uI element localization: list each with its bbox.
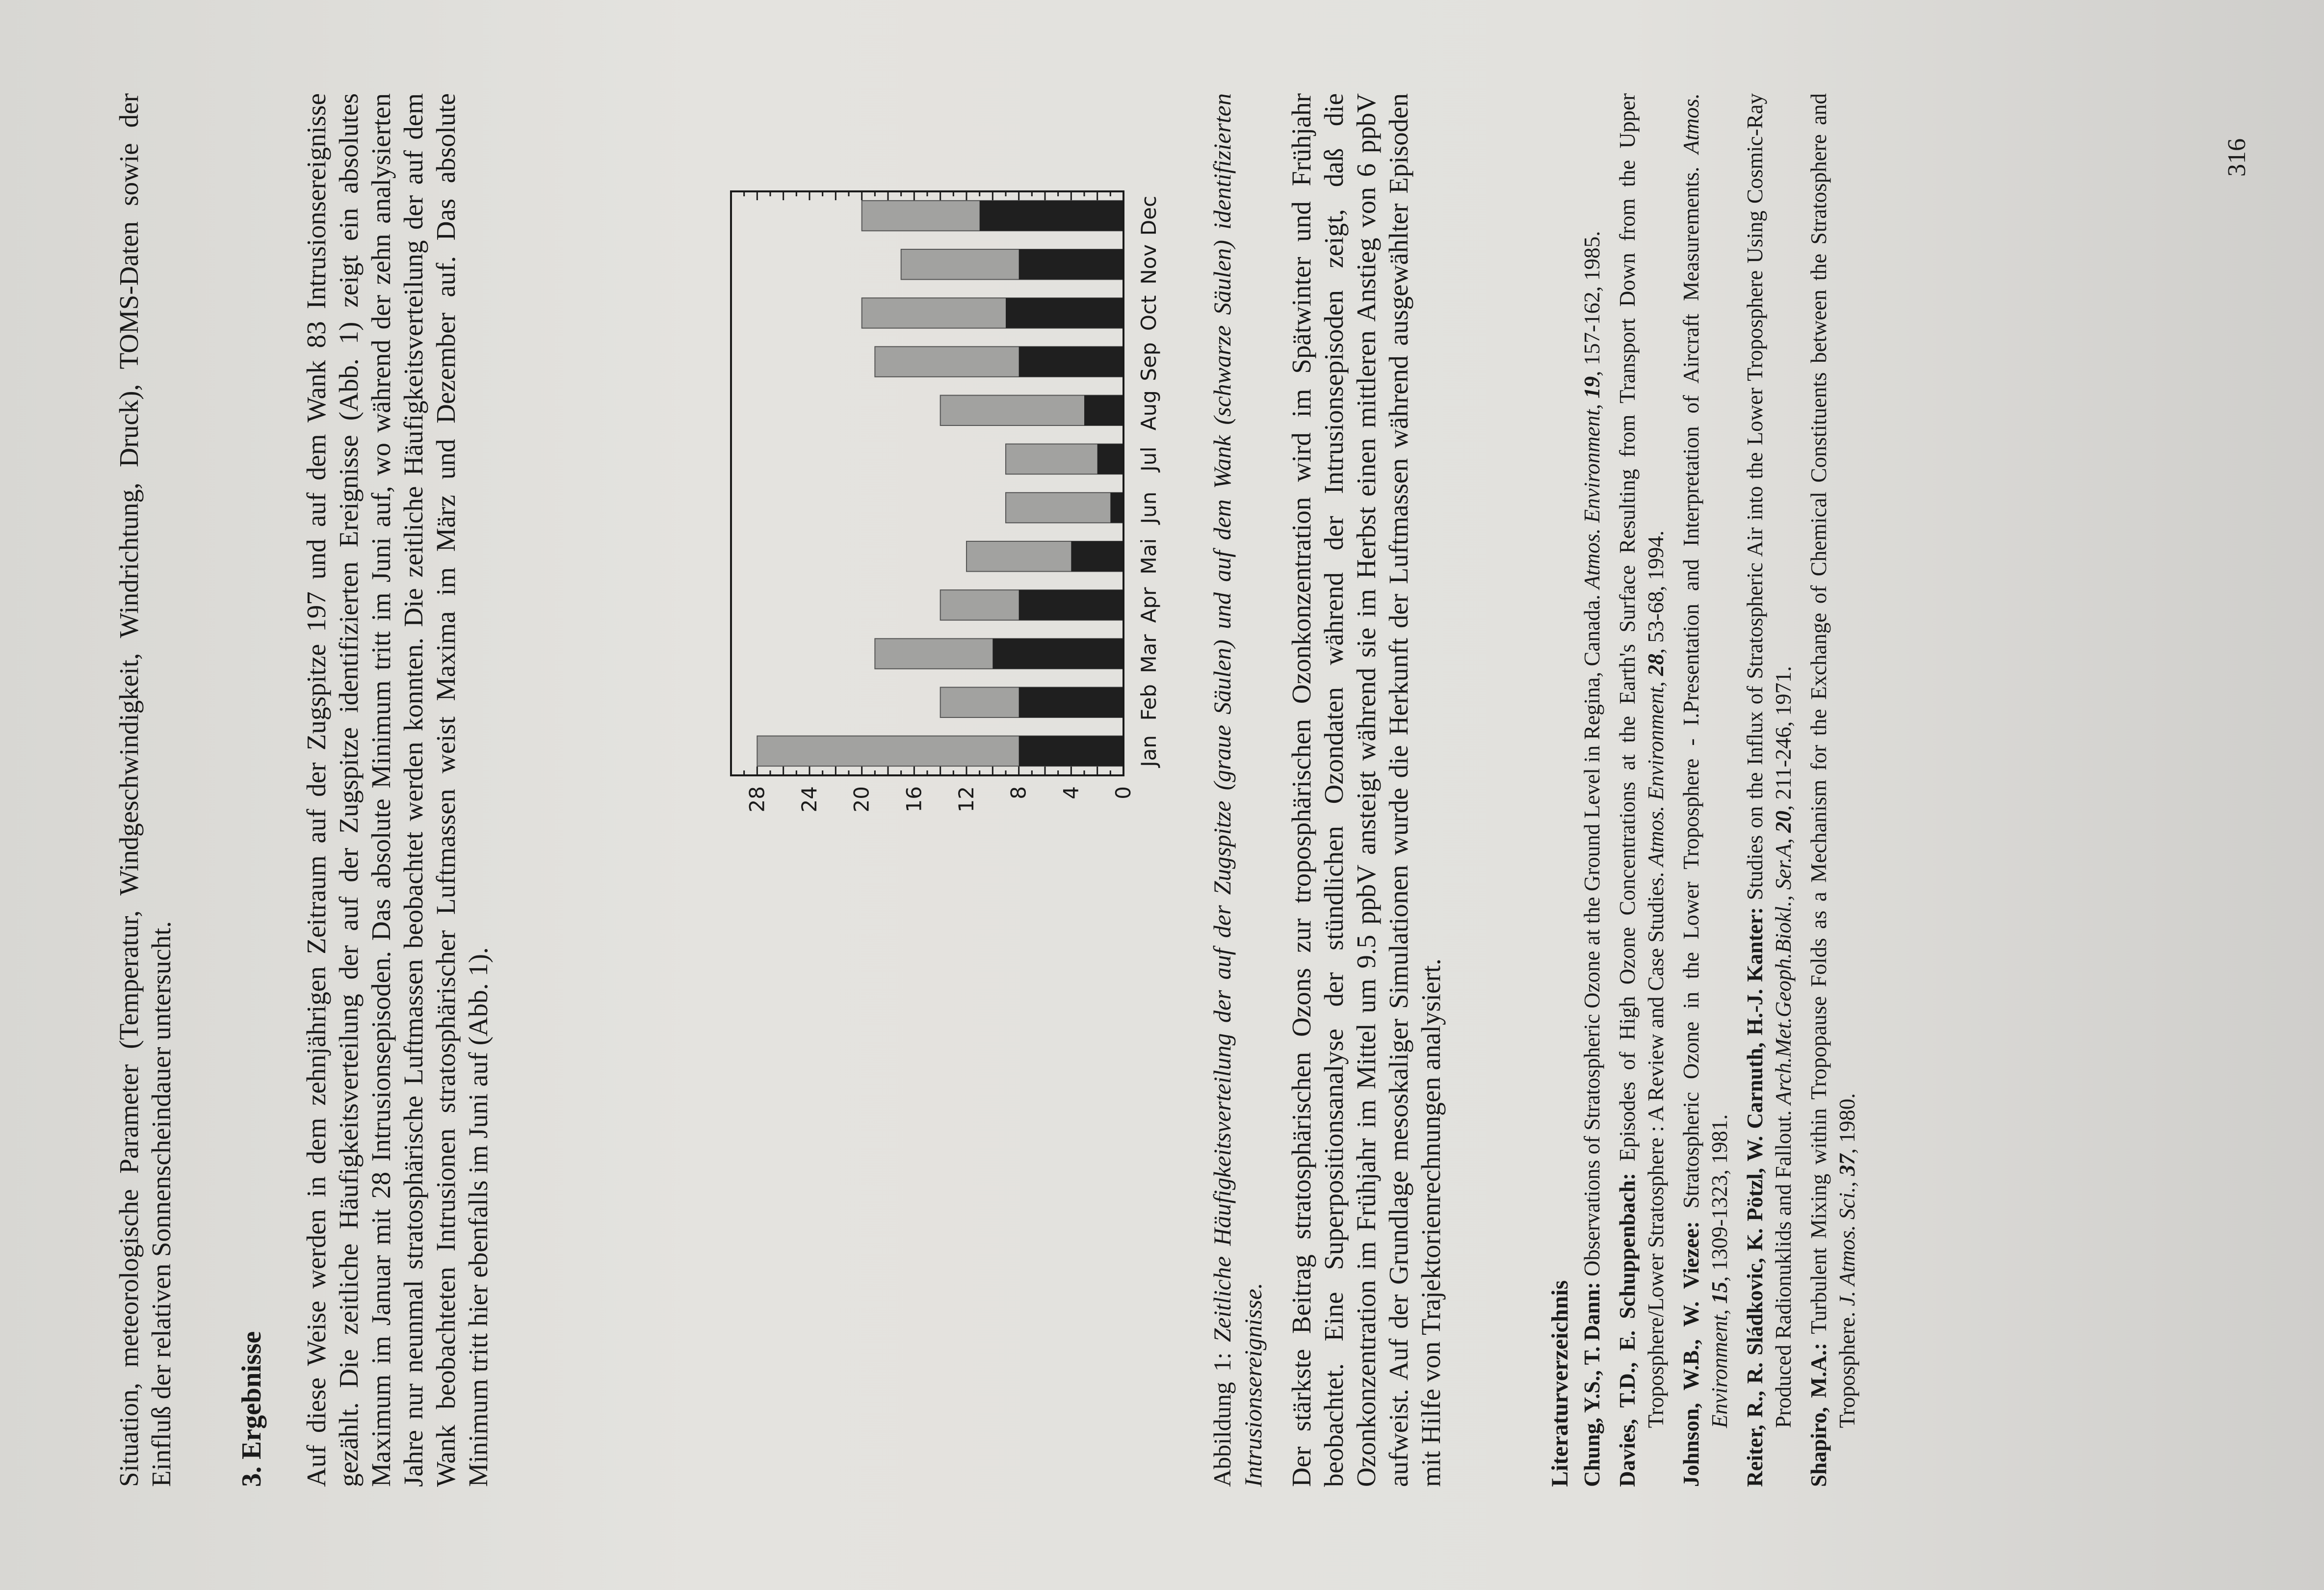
bar-wank-sep xyxy=(1019,346,1123,376)
x-tick-label: Nov xyxy=(1137,244,1161,285)
reference-volume: 19 xyxy=(1580,376,1604,398)
x-tick-label: Feb xyxy=(1137,684,1161,721)
reference-item xyxy=(1804,93,1861,1487)
results-paragraph: Auf diese Weise werden in dem zehnjährigen Zeitraum auf der Zugspitze 197 und auf dem Wank 83 Intrusionsereignisse gezählt. Die zeitliche Häufigkeitsverteilung der auf der Zugspitze identifizierten Ereignisse (Abb. 1) zeigt ein absolutes Maximum im Januar mit 28 Intrusionsepisoden. Das absolute Minimum tritt im Juni auf, wo während der zehn analysierten Jahre nur neunmal stratosphärische Luftmassen beobachtet werden konnten. Die zeitliche Häufigkeitsverteilung der auf dem Wank beobachteten Intrusionen stratosphärischer Luftmassen weist Maxima im März und Dezember auf. Das absolute Minimum tritt hier ebenfalls im Juni auf (Abb. 1). xyxy=(301,93,493,1487)
reference-sep: , xyxy=(1707,1303,1732,1315)
reference-journal: Arch.Met.Geoph.Biokl., Ser.A xyxy=(1771,844,1796,1105)
y-tick-label: 16 xyxy=(902,786,926,813)
caption-label: Abbildung 1: xyxy=(1208,1352,1236,1487)
reference-title: Stratospheric Ozone in the Lower Troposphere - I.Presentation and Interpretation of Aircraft Measurements. xyxy=(1679,154,1703,1221)
x-tick-label: Dec xyxy=(1137,195,1161,236)
wank-bars xyxy=(980,201,1123,766)
reference-list xyxy=(1578,93,1861,1487)
reference-authors: Davies, T.D., E. Schuppenbach: xyxy=(1615,1173,1640,1487)
reference-sep: , xyxy=(1771,832,1796,844)
references-heading: Literaturverzeichnis xyxy=(1547,1280,1573,1487)
bar-wank-jan xyxy=(1019,736,1123,766)
reference-pages: , 53-68, 1994. xyxy=(1644,530,1668,654)
reference-pages: , 211-246, 1971. xyxy=(1771,666,1796,811)
reference-sep: , xyxy=(1835,1176,1859,1187)
intro-block xyxy=(113,93,178,1487)
y-tick-label: 4 xyxy=(1059,786,1083,799)
discussion-paragraph: Der stärkste Beitrag stratosphärischen Ozons zur troposphärischen Ozonkonzentration wird im Spätwinter und Frühjahr beobachtet. Eine Superpositionsanalyse der stündlichen Ozondaten während der Intrusionsepisoden zeigt, daß die Ozonkonzentration im Frühjahr im Mittel um 9.5 ppbV ansteigt während sie im Herbst einen mittleren Anstieg von 6 ppbV aufweist. Auf der Grundlage mesoskaliger Simulationen wurde die Herkunft der Luftmassen während ausgewählter Episoden mit Hilfe von Trajektorienrechnungen analysiert. xyxy=(1286,93,1446,1487)
bar-wank-oct xyxy=(1006,298,1123,328)
y-tick-label: 28 xyxy=(745,786,769,813)
reference-pages: , 1980. xyxy=(1835,1093,1859,1154)
bar-wank-feb xyxy=(1019,688,1123,717)
reference-sep: , xyxy=(1580,398,1604,410)
y-tick-label: 8 xyxy=(1006,786,1031,799)
reference-pages: , 1309-1323, 1981. xyxy=(1707,1114,1732,1282)
reference-item xyxy=(1677,93,1734,1487)
reference-title: Episodes of High Ozone Concentrations at the Earth's Surface Resulting from Transport Down from the Upper Troposphere/Lower Stratosphere : A Review and Case Studies. xyxy=(1615,93,1668,1428)
reference-journal: J. Atmos. Sci. xyxy=(1835,1187,1859,1306)
bar-wank-jun xyxy=(1110,493,1123,523)
y-tick-label: 24 xyxy=(797,786,821,813)
x-tick-label: Jul xyxy=(1137,447,1161,472)
figure-caption xyxy=(1207,93,1269,1487)
x-tick-label: Oct xyxy=(1137,295,1161,331)
page-number: 316 xyxy=(2223,138,2251,177)
reference-authors: Johnson, W.B., W. Viezee: xyxy=(1679,1221,1703,1487)
reference-journal: Atmos. Environment xyxy=(1644,687,1668,867)
bar-zugspitze-jun xyxy=(1006,493,1123,523)
intro-paragraph: Situation, meteorologische Parameter (Temperatur, Windgeschwindigkeit, Windrichtung, Druck), TOMS-Daten sowie der Einfluß der relativen Sonnenscheindauer untersucht. xyxy=(114,93,176,1487)
reference-volume: 37 xyxy=(1835,1154,1859,1176)
reference-journal: Atmos. Environment xyxy=(1679,93,1732,1428)
y-tick-label: 20 xyxy=(849,786,874,813)
bar-wank-aug xyxy=(1084,396,1123,425)
reference-volume: 20 xyxy=(1771,810,1796,833)
bar-wank-mai xyxy=(1071,541,1123,571)
results-section xyxy=(235,93,495,1487)
references-section xyxy=(1545,93,1868,1487)
bar-wank-nov xyxy=(1019,249,1123,279)
reference-title: Observations of Stratospheric Ozone at the Ground Level in Regina, Canada. xyxy=(1580,589,1604,1282)
reference-authors: Reiter, R., R. Sládkovic, K. Pötzl, W. Carnuth, H.-J. Kanter: xyxy=(1743,907,1767,1487)
reference-authors: Chung, Y.S., T. Dann: xyxy=(1580,1282,1604,1487)
x-tick-label: Apr xyxy=(1137,587,1161,623)
section-heading: 3. Ergebnisse xyxy=(236,1331,267,1487)
reference-sep: , xyxy=(1644,676,1668,687)
y-tick-label: 12 xyxy=(954,786,978,813)
reference-volume: 28 xyxy=(1644,654,1668,676)
reference-title: Studies on the Influx of Stratospheric Air into the Lower Troposphere Using Cosmic-Ray Produced Radionuklids and Fallout. xyxy=(1743,93,1796,1428)
reference-item xyxy=(1741,93,1798,1487)
x-tick-label: Jun xyxy=(1137,491,1161,524)
bar-wank-jul xyxy=(1097,444,1123,474)
x-tick-label: Mai xyxy=(1137,538,1161,575)
reference-volume: 15 xyxy=(1707,1281,1732,1304)
frequency-bar-chart xyxy=(716,177,1197,844)
reference-journal: Atmos. Environment xyxy=(1580,409,1604,589)
bar-wank-apr xyxy=(1019,590,1123,620)
zugspitze-bars xyxy=(757,201,1123,766)
reference-item xyxy=(1613,93,1670,1487)
x-tick-label: Mar xyxy=(1137,634,1161,673)
bar-wank-dec xyxy=(980,201,1123,231)
y-tick-label: 0 xyxy=(1111,786,1135,799)
reference-title: Turbulent Mixing within Tropopause Folds as a Mechanism for the Exchange of Chemical Constituents between the Stratosphere and Troposphere. xyxy=(1806,93,1859,1428)
caption-text: Zeitliche Häufigkeitsverteilung der auf der Zugspitze (graue Säulen) und auf dem Wank (schwarze Säulen) identifizierten Intrusionsereignisse. xyxy=(1208,93,1267,1487)
x-axis-labels xyxy=(1137,196,1161,768)
x-tick-label: Jan xyxy=(1137,735,1161,767)
bar-wank-mar xyxy=(992,638,1123,668)
x-tick-label: Sep xyxy=(1137,342,1161,381)
reference-pages: , 157-162, 1985. xyxy=(1580,231,1604,376)
x-tick-label: Aug xyxy=(1137,390,1161,431)
reference-authors: Shapiro, M.A.: xyxy=(1806,1343,1831,1487)
y-axis-ticks xyxy=(745,786,1135,812)
discussion-block xyxy=(1285,93,1447,1487)
reference-item xyxy=(1578,93,1606,1487)
